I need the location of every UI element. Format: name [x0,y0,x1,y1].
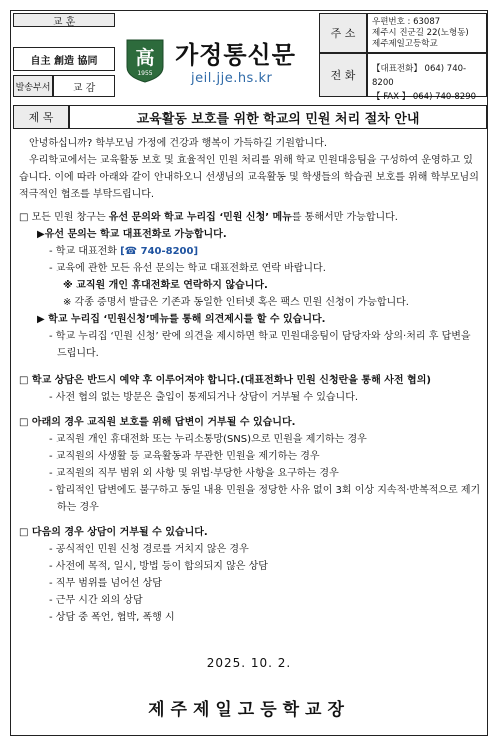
school-url[interactable]: jeil.jje.hs.kr [191,71,273,86]
intro-paragraph: 우리학교에서는 교육활동 보호 및 효율적인 민원 처리를 위해 학교 민원대응팀을 구성하여 운영하고 있습니다. 이에 따라 아래와 같이 안내하오니 선생님의 교육활동 및 학생들의 학습권 보호를 위해 학부모님의 적극적인 협조를 부탁드립니다. [19,155,479,200]
section-refusal-consult: □ 다음의 경우 상담이 거부될 수 있습니다. [19,527,208,538]
subject-title: 교육활동 보호를 위한 학교의 민원 처리 절차 안내 [69,105,487,129]
main-phone-item: - 학교 대표전화 [☎ 740-8200] [49,246,199,257]
list-item: - 상담 중 폭언, 협박, 폭행 시 [49,612,175,623]
phone-value [367,53,487,102]
paper-title: 가정통신문 [175,41,296,69]
list-item: - 사전 협의 없는 방문은 출입이 통제되거나 상담이 거부될 수 있습니다. [49,392,359,403]
address-line: 제주시 진군길 22(노형동) [372,28,469,38]
logo-year: 1955 [137,70,153,77]
address-line: 우편번호 : 63087 [372,17,441,27]
address-line: 제주제일고등학교 [372,39,438,49]
list-item: - 직무 범위를 넘어선 상담 [49,578,162,589]
address-value [367,13,487,53]
list-item: - 교직원의 직무 범위 외 사항 및 위법·부당한 사항을 요구하는 경우 [49,468,339,479]
list-item: - 공식적인 민원 신청 경로를 거치지 않은 경우 [49,544,249,555]
dept-value: 교 감 [53,75,115,97]
school-motto: 自主 創造 協同 [13,47,115,71]
letter-frame [10,10,488,736]
phone-label: 전 화 [319,53,367,97]
list-item: - 학교 누리집 ‘민원 신청’ 란에 의견을 제시하면 학교 민원대응팀이 담당자와 상의·처리 후 답변을 드립니다. [49,331,471,359]
phone-inquiry-title: ▶유선 문의는 학교 대표전화로 가능합니다. [37,229,227,240]
motto-label: 교 훈 [13,13,115,27]
school-signature: 제주제일고등학교장 [148,700,350,720]
channels-bold: 유선 문의와 학교 누리집 ‘민원 신청’ 메뉴 [108,212,292,223]
phone-line: 【대표전화】 064) 740-8200 [372,64,467,88]
address-label: 주 소 [319,13,367,53]
dept-label: 발송부서 [13,75,53,97]
subject-label: 제 목 [13,105,69,129]
list-item: - 교직원 개인 휴대전화 또는 누리소통망(SNS)으로 민원을 제기하는 경우 [49,434,367,445]
letter-body [19,135,481,626]
school-logo [124,37,166,83]
letter-header [11,11,487,113]
fax-line: 【 FAX 】 064) 740-8290 [372,92,477,102]
note-certificates: ※ 각종 증명서 발급은 기존과 동일한 인터넷 혹은 팩스 민원 신청이 가능합니다. [63,297,409,308]
list-item: - 합리적인 답변에도 불구하고 동일 내용 민원을 정당한 사유 없이 3회 이상 지속적·반복적으로 제기하는 경우 [49,485,481,513]
web-complaint-title: ▶ 학교 누리집 ‘민원신청’메뉴를 통해 의견제시를 할 수 있습니다. [37,314,326,325]
logo-char: 高 [135,47,155,69]
letter-date: 2025. 10. 2. [206,656,292,670]
section-reservation: □ 학교 상담은 반드시 예약 후 이루어져야 합니다.(대표전화나 민원 신청란을 통해 사전 협의) [19,375,431,386]
main-phone-number[interactable]: [☎ 740-8200] [120,246,199,257]
subject-row [11,105,487,129]
list-item: - 교육에 관한 모든 유선 문의는 학교 대표전화로 연락 바랍니다. [49,263,326,274]
list-item: - 근무 시간 외의 상담 [49,595,143,606]
list-item: - 사전에 목적, 일시, 방법 등이 합의되지 않은 상담 [49,561,268,572]
list-item: - 교직원의 사생활 등 교육활동과 무관한 민원을 제기하는 경우 [49,451,320,462]
section-refusal-answer: □ 아래의 경우 교직원 보호를 위해 답변이 거부될 수 있습니다. [19,417,296,428]
section-channels: □ 모든 민원 창구는 유선 문의와 학교 누리집 ‘민원 신청’ 메뉴를 통해서만 가능합니다. [19,212,398,223]
intro-greeting: 안녕하십니까? 학부모님 가정에 건강과 행복이 가득하길 기원합니다. [29,138,328,149]
note-no-personal-phone: ※ 교직원 개인 휴대전화로 연락하지 않습니다. [63,280,268,291]
